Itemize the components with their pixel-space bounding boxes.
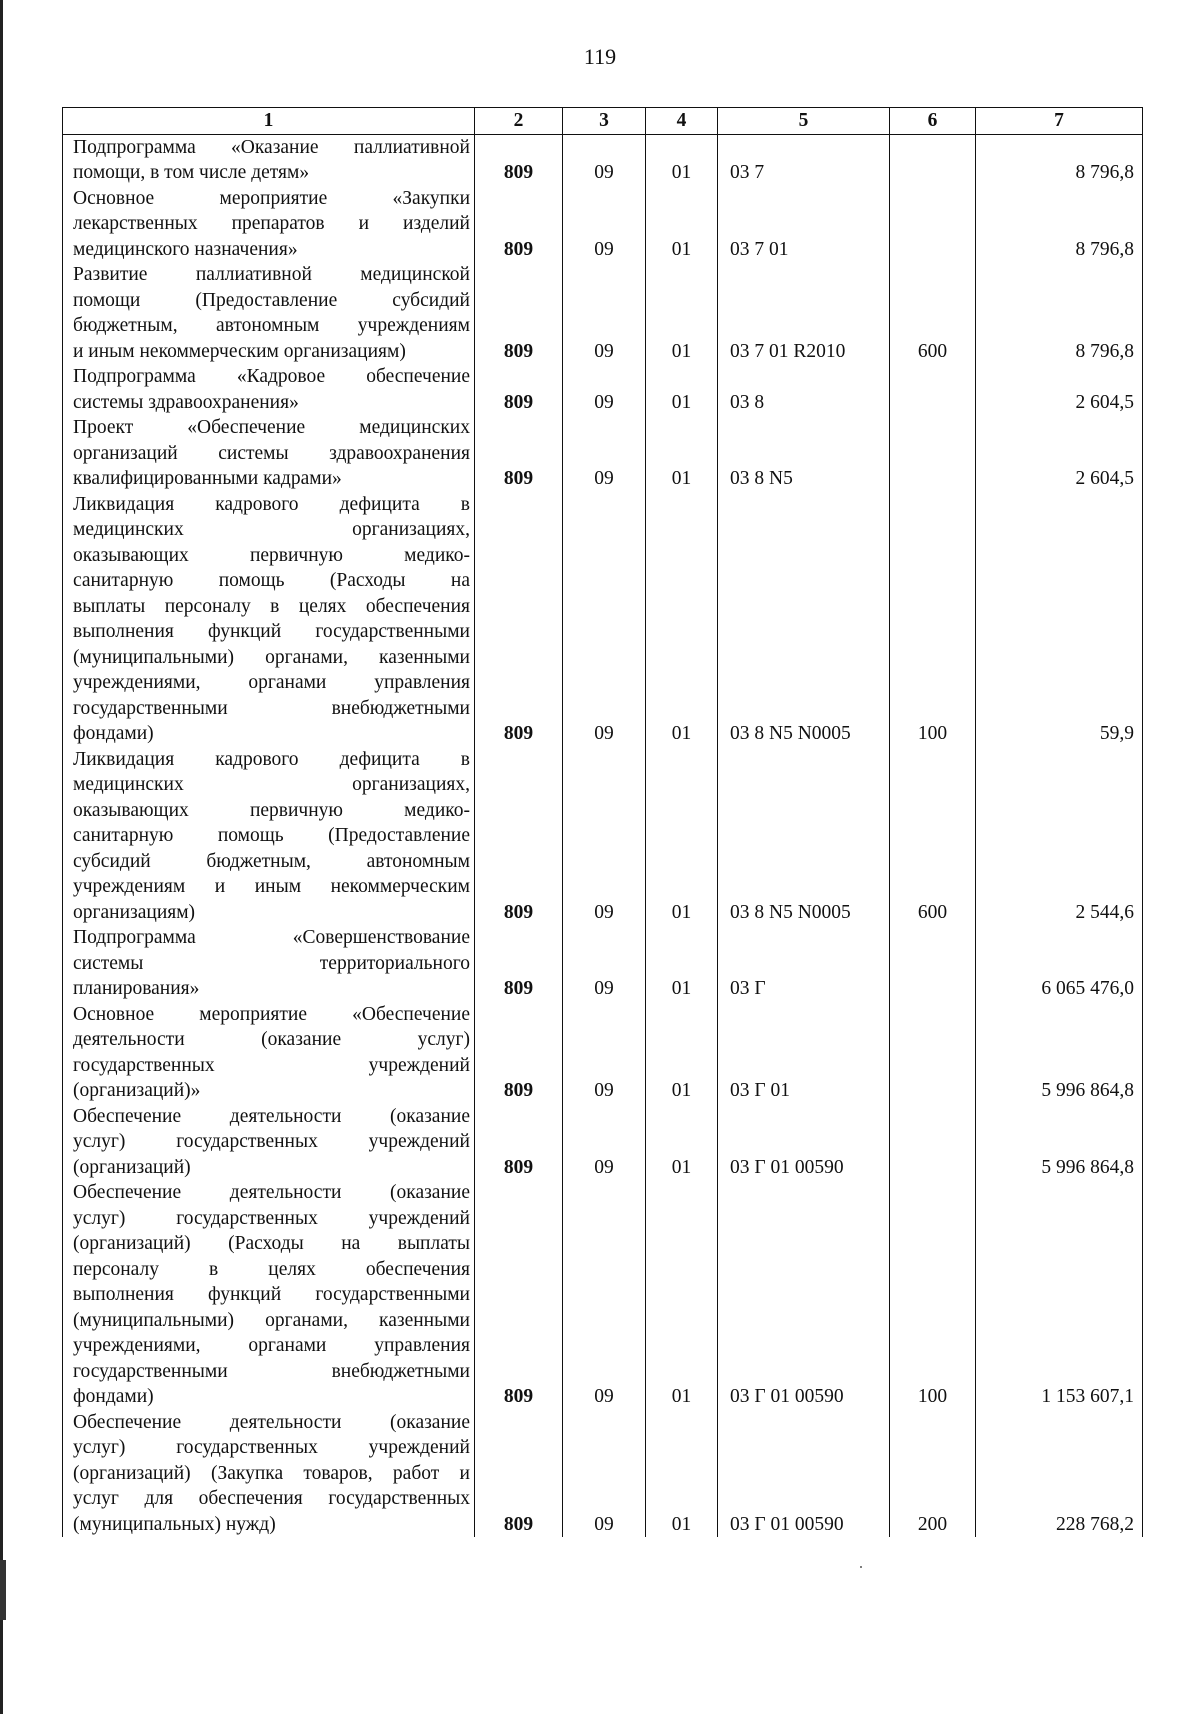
- row-admin-code: 809: [475, 1180, 563, 1410]
- row-admin-code: 809: [475, 364, 563, 415]
- row-expense-type: 200: [890, 1410, 976, 1538]
- header-col-2: 2: [475, 108, 563, 135]
- table-row: [63, 134, 1143, 186]
- row-amount: 8 796,8: [976, 134, 1143, 186]
- row-subsection: 01: [646, 925, 718, 1002]
- row-description: Ликвидация кадрового дефицита в медицинских организациях, оказывающих первичную медико- санитарную помощь (Предоставление субсидий бюджетным, автономным учреждениям и иным некоммерческим организациям): [63, 747, 475, 926]
- row-amount: 2 604,5: [976, 364, 1143, 415]
- row-section: 09: [563, 1104, 646, 1181]
- row-target-article: 03 Г: [718, 925, 890, 1002]
- row-description: Подпрограмма «Совершенствование системы территориального планирования»: [63, 925, 475, 1002]
- header-col-4: 4: [646, 108, 718, 135]
- row-description: Основное мероприятие «Закупки лекарственных препаратов и изделий медицинского назначения»: [63, 186, 475, 263]
- row-admin-code: 809: [475, 186, 563, 263]
- table-row: [63, 925, 1143, 1002]
- table-body: [63, 134, 1143, 1537]
- row-section: 09: [563, 262, 646, 364]
- row-target-article: 03 Г 01 00590: [718, 1104, 890, 1181]
- row-amount: 5 996 864,8: [976, 1002, 1143, 1104]
- scan-edge-mark: [0, 1560, 6, 1620]
- row-expense-type: [890, 134, 976, 186]
- row-subsection: 01: [646, 364, 718, 415]
- header-col-3: 3: [563, 108, 646, 135]
- row-admin-code: 809: [475, 492, 563, 747]
- row-admin-code: 809: [475, 1104, 563, 1181]
- row-expense-type: 600: [890, 262, 976, 364]
- row-section: 09: [563, 492, 646, 747]
- row-admin-code: 809: [475, 262, 563, 364]
- row-target-article: 03 8: [718, 364, 890, 415]
- row-description: Обеспечение деятельности (оказание услуг) государственных учреждений (организаций) (Закупка товаров, работ и услуг для обеспечения государственных (муниципальных) нужд): [63, 1410, 475, 1538]
- row-amount: 1 153 607,1: [976, 1180, 1143, 1410]
- row-amount: 2 544,6: [976, 747, 1143, 926]
- row-amount: 2 604,5: [976, 415, 1143, 492]
- table-header: [63, 108, 1143, 135]
- row-expense-type: [890, 364, 976, 415]
- table-row: [63, 1002, 1143, 1104]
- row-section: 09: [563, 186, 646, 263]
- row-section: 09: [563, 1410, 646, 1538]
- table-row: [63, 1410, 1143, 1538]
- row-subsection: 01: [646, 1104, 718, 1181]
- row-admin-code: 809: [475, 1410, 563, 1538]
- row-description: Проект «Обеспечение медицинских организаций системы здравоохранения квалифицированными кадрами»: [63, 415, 475, 492]
- row-subsection: 01: [646, 415, 718, 492]
- row-section: 09: [563, 747, 646, 926]
- row-amount: 59,9: [976, 492, 1143, 747]
- table-row: [63, 492, 1143, 747]
- row-description: Подпрограмма «Кадровое обеспечение системы здравоохранения»: [63, 364, 475, 415]
- row-expense-type: [890, 1104, 976, 1181]
- table-row: [63, 747, 1143, 926]
- row-expense-type: 100: [890, 1180, 976, 1410]
- row-amount: 228 768,2: [976, 1410, 1143, 1538]
- header-col-5: 5: [718, 108, 890, 135]
- row-description: Обеспечение деятельности (оказание услуг) государственных учреждений (организаций): [63, 1104, 475, 1181]
- header-row: [63, 108, 1143, 135]
- row-target-article: 03 Г 01 00590: [718, 1180, 890, 1410]
- row-subsection: 01: [646, 1180, 718, 1410]
- row-section: 09: [563, 415, 646, 492]
- budget-table: [62, 107, 1143, 1537]
- row-section: 09: [563, 1002, 646, 1104]
- row-subsection: 01: [646, 134, 718, 186]
- row-amount: 8 796,8: [976, 186, 1143, 263]
- row-target-article: 03 7: [718, 134, 890, 186]
- row-admin-code: 809: [475, 747, 563, 926]
- row-expense-type: [890, 415, 976, 492]
- row-target-article: 03 8 N5: [718, 415, 890, 492]
- header-col-6: 6: [890, 108, 976, 135]
- row-admin-code: 809: [475, 134, 563, 186]
- table-row: [63, 262, 1143, 364]
- header-col-7: 7: [976, 108, 1143, 135]
- row-amount: 6 065 476,0: [976, 925, 1143, 1002]
- row-description: Подпрограмма «Оказание паллиативной помощи, в том числе детям»: [63, 134, 475, 186]
- table-row: [63, 186, 1143, 263]
- row-admin-code: 809: [475, 1002, 563, 1104]
- table-row: [63, 415, 1143, 492]
- row-subsection: 01: [646, 492, 718, 747]
- row-subsection: 01: [646, 186, 718, 263]
- header-col-1: 1: [63, 108, 475, 135]
- row-expense-type: [890, 925, 976, 1002]
- row-section: 09: [563, 1180, 646, 1410]
- row-expense-type: [890, 186, 976, 263]
- row-section: 09: [563, 364, 646, 415]
- row-expense-type: [890, 1002, 976, 1104]
- row-target-article: 03 8 N5 N0005: [718, 492, 890, 747]
- row-amount: 8 796,8: [976, 262, 1143, 364]
- row-target-article: 03 7 01 R2010: [718, 262, 890, 364]
- row-subsection: 01: [646, 1410, 718, 1538]
- row-target-article: 03 7 01: [718, 186, 890, 263]
- row-amount: 5 996 864,8: [976, 1104, 1143, 1181]
- row-section: 09: [563, 134, 646, 186]
- row-section: 09: [563, 925, 646, 1002]
- scan-speck: [860, 1566, 862, 1568]
- row-subsection: 01: [646, 1002, 718, 1104]
- row-admin-code: 809: [475, 415, 563, 492]
- row-subsection: 01: [646, 262, 718, 364]
- row-description: Основное мероприятие «Обеспечение деятельности (оказание услуг) государственных учреждений (организаций)»: [63, 1002, 475, 1104]
- table-row: [63, 1180, 1143, 1410]
- row-subsection: 01: [646, 747, 718, 926]
- row-description: Ликвидация кадрового дефицита в медицинских организациях, оказывающих первичную медико- санитарную помощь (Расходы на выплаты персоналу в целях обеспечения выполнения функций государственными (муниципальными) органами, казенными учреждениями, органами управления государственными внебюджетными фондами): [63, 492, 475, 747]
- table-row: [63, 1104, 1143, 1181]
- row-target-article: 03 Г 01 00590: [718, 1410, 890, 1538]
- table-row: [63, 364, 1143, 415]
- row-description: Обеспечение деятельности (оказание услуг) государственных учреждений (организаций) (Расходы на выплаты персоналу в целях обеспечения выполнения функций государственными (муниципальными) органами, казенными учреждениями, органами управления государственными внебюджетными фондами): [63, 1180, 475, 1410]
- row-description: Развитие паллиативной медицинской помощи (Предоставление субсидий бюджетным, автономным учреждениям и иным некоммерческим организациям): [63, 262, 475, 364]
- row-target-article: 03 8 N5 N0005: [718, 747, 890, 926]
- row-expense-type: 600: [890, 747, 976, 926]
- scan-edge: [0, 0, 3, 1714]
- page-number: 119: [583, 44, 617, 69]
- row-target-article: 03 Г 01: [718, 1002, 890, 1104]
- row-expense-type: 100: [890, 492, 976, 747]
- row-admin-code: 809: [475, 925, 563, 1002]
